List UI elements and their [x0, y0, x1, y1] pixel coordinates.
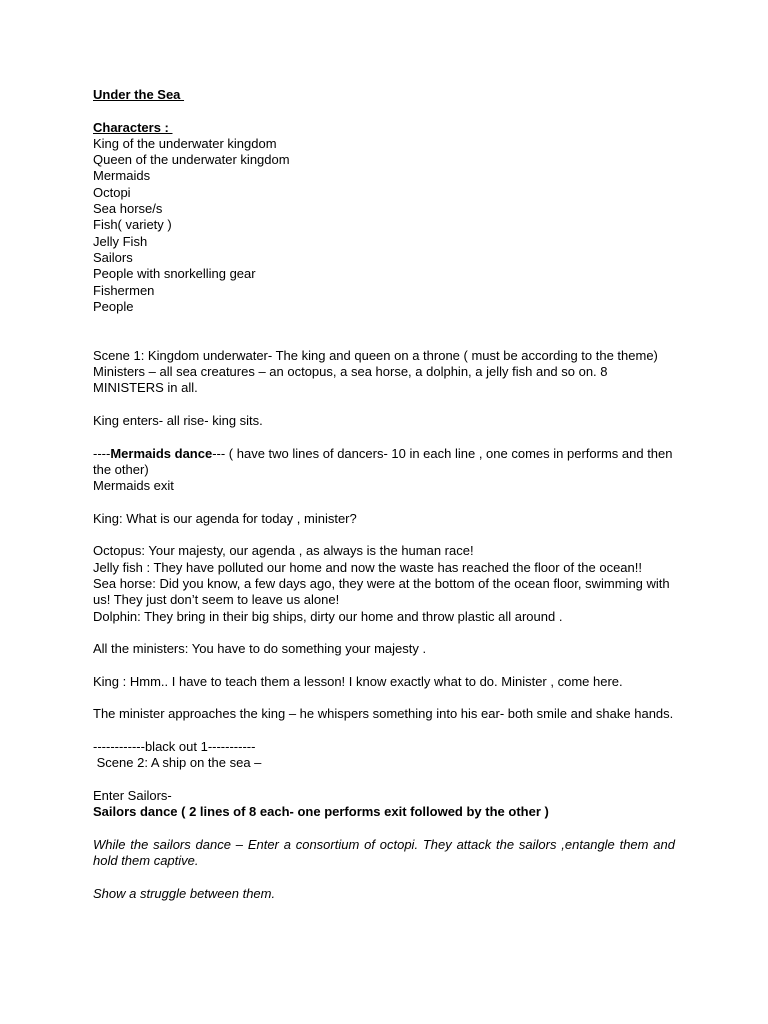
mermaids-prefix: ---- [93, 445, 111, 461]
character-item: Sea horse/s [93, 201, 163, 217]
dialogue-octopus: Octopus: Your majesty, our agenda , as always is the human race! [93, 543, 474, 559]
spacer [93, 527, 675, 543]
spacer [93, 315, 675, 348]
dialogue-dolphin: Dolphin: They bring in their big ships, dirty our home and throw plastic all around . [93, 608, 563, 624]
scene2-heading: Scene 2: A ship on the sea – [93, 755, 262, 771]
character-item: Octopi [93, 184, 131, 200]
mermaids-exit-direction: Mermaids exit [93, 478, 174, 494]
script-page [93, 87, 675, 902]
spacer [93, 103, 675, 119]
character-item: People with snorkelling gear [93, 266, 256, 282]
mermaids-dance-label: Mermaids dance [110, 445, 213, 461]
octopi-attack-direction: While the sailors dance – Enter a consortium of octopi. They attack the sailors ,entangle them and hold them captive. [93, 836, 675, 868]
dialogue-king-lesson: King : Hmm.. I have to teach them a lesson! I know exactly what to do. Minister , come here. [93, 673, 623, 689]
dialogue-king-agenda: King: What is our agenda for today , minister? [93, 510, 357, 526]
spacer [93, 657, 675, 673]
spacer [93, 723, 675, 739]
spacer [93, 869, 675, 885]
characters-heading: Characters : [93, 119, 173, 135]
character-item: Fish( variety ) [93, 217, 172, 233]
character-item: Jelly Fish [93, 233, 148, 249]
spacer [93, 771, 675, 787]
mermaids-dance-direction [93, 446, 675, 479]
spacer [93, 397, 675, 413]
character-item: Sailors [93, 249, 133, 265]
enter-sailors-direction: Enter Sailors- [93, 787, 172, 803]
character-item: King of the underwater kingdom [93, 135, 277, 151]
spacer [93, 494, 675, 510]
character-item: People [93, 298, 134, 314]
king-enters-direction: King enters- all rise- king sits. [93, 412, 263, 428]
spacer [93, 820, 675, 836]
struggle-direction: Show a struggle between them. [93, 885, 276, 901]
blackout-marker: ------------black out 1----------- [93, 738, 256, 754]
character-item: Fishermen [93, 282, 155, 298]
dialogue-seahorse: Sea horse: Did you know, a few days ago, they were at the bottom of the ocean floor, swimming with us! They just don’t seem to leave us alone! [93, 575, 670, 608]
dialogue-all-ministers: All the ministers: You have to do something your majesty . [93, 641, 427, 657]
spacer [93, 690, 675, 706]
spacer [93, 625, 675, 641]
scene1-intro: Scene 1: Kingdom underwater- The king and queen on a throne ( must be according to the theme) Ministers – all sea creatures – an octopus, a sea horse, a dolphin, a jelly fish and so on. 8 MINISTERS in all. [93, 347, 658, 396]
character-item: Mermaids [93, 168, 151, 184]
sailors-dance-direction: Sailors dance ( 2 lines of 8 each- one performs exit followed by the other ) [93, 804, 549, 820]
character-item: Queen of the underwater kingdom [93, 152, 290, 168]
minister-approaches-direction: The minister approaches the king – he whispers something into his ear- both smile and shake hands. [93, 706, 674, 722]
document-title: Under the Sea [93, 87, 185, 102]
spacer [93, 429, 675, 445]
dialogue-jellyfish: Jelly fish : They have polluted our home and now the waste has reached the floor of the ocean!! [93, 559, 642, 575]
characters-list [93, 136, 675, 315]
mermaids-dance-note: --- ( have two lines of dancers- 10 in each line , one comes in performs and then the other) [93, 445, 673, 477]
